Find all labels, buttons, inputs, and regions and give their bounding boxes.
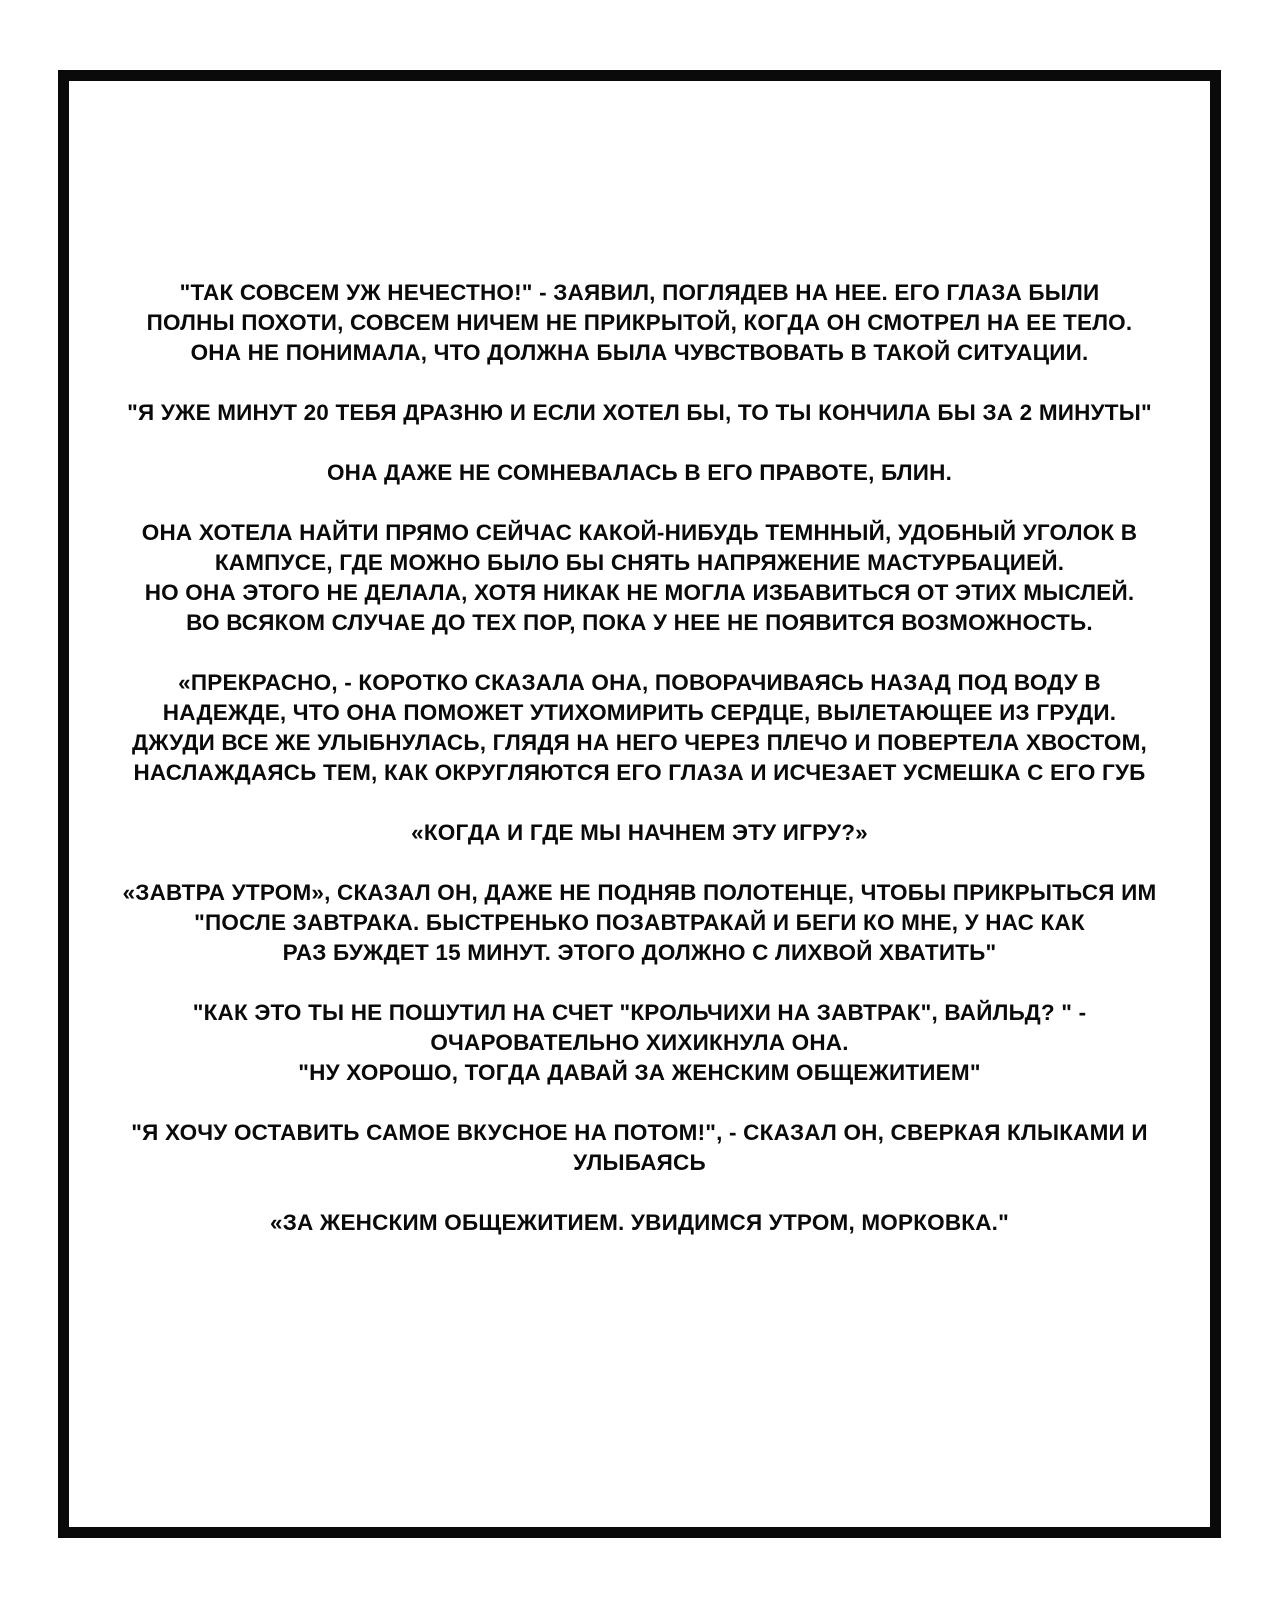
paragraph [80, 398, 1200, 428]
text-line: ОНА ХОТЕЛА НАЙТИ ПРЯМО СЕЙЧАС КАКОЙ-НИБУДЬ ТЕМННЫЙ, УДОБНЫЙ УГОЛОК В [141, 520, 1138, 545]
text-line: ПОЛНЫ ПОХОТИ, СОВСЕМ НИЧЕМ НЕ ПРИКРЫТОЙ, КОГДА ОН СМОТРЕЛ НА ЕЕ ТЕЛО. [146, 310, 1133, 335]
paragraph [80, 1118, 1200, 1178]
paragraph [80, 878, 1200, 968]
page-frame-border [58, 70, 1221, 1538]
text-line: «КОГДА И ГДЕ МЫ НАЧНЕМ ЭТУ ИГРУ?» [411, 820, 868, 845]
text-line: ОНА НЕ ПОНИМАЛА, ЧТО ДОЛЖНА БЫЛА ЧУВСТВОВАТЬ В ТАКОЙ СИТУАЦИИ. [190, 340, 1089, 365]
text-line: НО ОНА ЭТОГО НЕ ДЕЛАЛА, ХОТЯ НИКАК НЕ МОГЛА ИЗБАВИТЬСЯ ОТ ЭТИХ МЫСЛЕЙ. [144, 580, 1135, 605]
text-line: КАМПУСЕ, ГДЕ МОЖНО БЫЛО БЫ СНЯТЬ НАПРЯЖЕНИЕ МАСТУРБАЦИЕЙ. [214, 550, 1065, 575]
story-text-block [80, 278, 1200, 1238]
paragraph [80, 518, 1200, 638]
text-line: "Я УЖЕ МИНУТ 20 ТЕБЯ ДРАЗНЮ И ЕСЛИ ХОТЕЛ БЫ, ТО ТЫ КОНЧИЛА БЫ ЗА 2 МИНУТЫ" [127, 400, 1152, 425]
text-line: "НУ ХОРОШО, ТОГДА ДАВАЙ ЗА ЖЕНСКИМ ОБЩЕЖИТИЕМ" [298, 1060, 981, 1085]
paragraph [80, 278, 1200, 368]
text-line: НАСЛАЖДАЯСЬ ТЕМ, КАК ОКРУГЛЯЮТСЯ ЕГО ГЛАЗА И ИСЧЕЗАЕТ УСМЕШКА С ЕГО ГУБ [133, 760, 1146, 785]
text-line: "ТАК СОВСЕМ УЖ НЕЧЕСТНО!" - ЗАЯВИЛ, ПОГЛЯДЕВ НА НЕЕ. ЕГО ГЛАЗА БЫЛИ [179, 280, 1100, 305]
text-line: РАЗ БУЖДЕТ 15 МИНУТ. ЭТОГО ДОЛЖНО С ЛИХВОЙ ХВАТИТЬ" [282, 940, 997, 965]
paragraph [80, 458, 1200, 488]
text-line: «ПРЕКРАСНО, - КОРОТКО СКАЗАЛА ОНА, ПОВОРАЧИВАЯСЬ НАЗАД ПОД ВОДУ В [178, 670, 1101, 695]
paragraph [80, 668, 1200, 788]
text-line: УЛЫБАЯСЬ [573, 1150, 706, 1175]
text-line: "Я ХОЧУ ОСТАВИТЬ САМОЕ ВКУСНОЕ НА ПОТОМ!", - СКАЗАЛ ОН, СВЕРКАЯ КЛЫКАМИ И [131, 1120, 1148, 1145]
text-line: "КАК ЭТО ТЫ НЕ ПОШУТИЛ НА СЧЕТ "КРОЛЬЧИХИ НА ЗАВТРАК", ВАЙЛЬД? " - [192, 1000, 1087, 1025]
paragraph [80, 818, 1200, 848]
paragraph [80, 998, 1200, 1088]
text-line: «ЗАВТРА УТРОМ», СКАЗАЛ ОН, ДАЖЕ НЕ ПОДНЯВ ПОЛОТЕНЦЕ, ЧТОБЫ ПРИКРЫТЬСЯ ИМ [122, 880, 1157, 905]
text-line: ОНА ДАЖЕ НЕ СОМНЕВАЛАСЬ В ЕГО ПРАВОТЕ, БЛИН. [326, 460, 953, 485]
text-line: ОЧАРОВАТЕЛЬНО ХИХИКНУЛА ОНА. [430, 1030, 849, 1055]
text-line: "ПОСЛЕ ЗАВТРАКА. БЫСТРЕНЬКО ПОЗАВТРАКАЙ И БЕГИ КО МНЕ, У НАС КАК [194, 910, 1085, 935]
paragraph [80, 1208, 1200, 1238]
text-line: ДЖУДИ ВСЕ ЖЕ УЛЫБНУЛАСЬ, ГЛЯДЯ НА НЕГО ЧЕРЕЗ ПЛЕЧО И ПОВЕРТЕЛА ХВОСТОМ, [131, 730, 1148, 755]
text-line: НАДЕЖДЕ, ЧТО ОНА ПОМОЖЕТ УТИХОМИРИТЬ СЕРДЦЕ, ВЫЛЕТАЮЩЕЕ ИЗ ГРУДИ. [162, 700, 1117, 725]
text-line: ВО ВСЯКОМ СЛУЧАЕ ДО ТЕХ ПОР, ПОКА У НЕЕ НЕ ПОЯВИТСЯ ВОЗМОЖНОСТЬ. [186, 610, 1093, 635]
text-line: «ЗА ЖЕНСКИМ ОБЩЕЖИТИЕМ. УВИДИМСЯ УТРОМ, МОРКОВКА." [270, 1210, 1009, 1235]
